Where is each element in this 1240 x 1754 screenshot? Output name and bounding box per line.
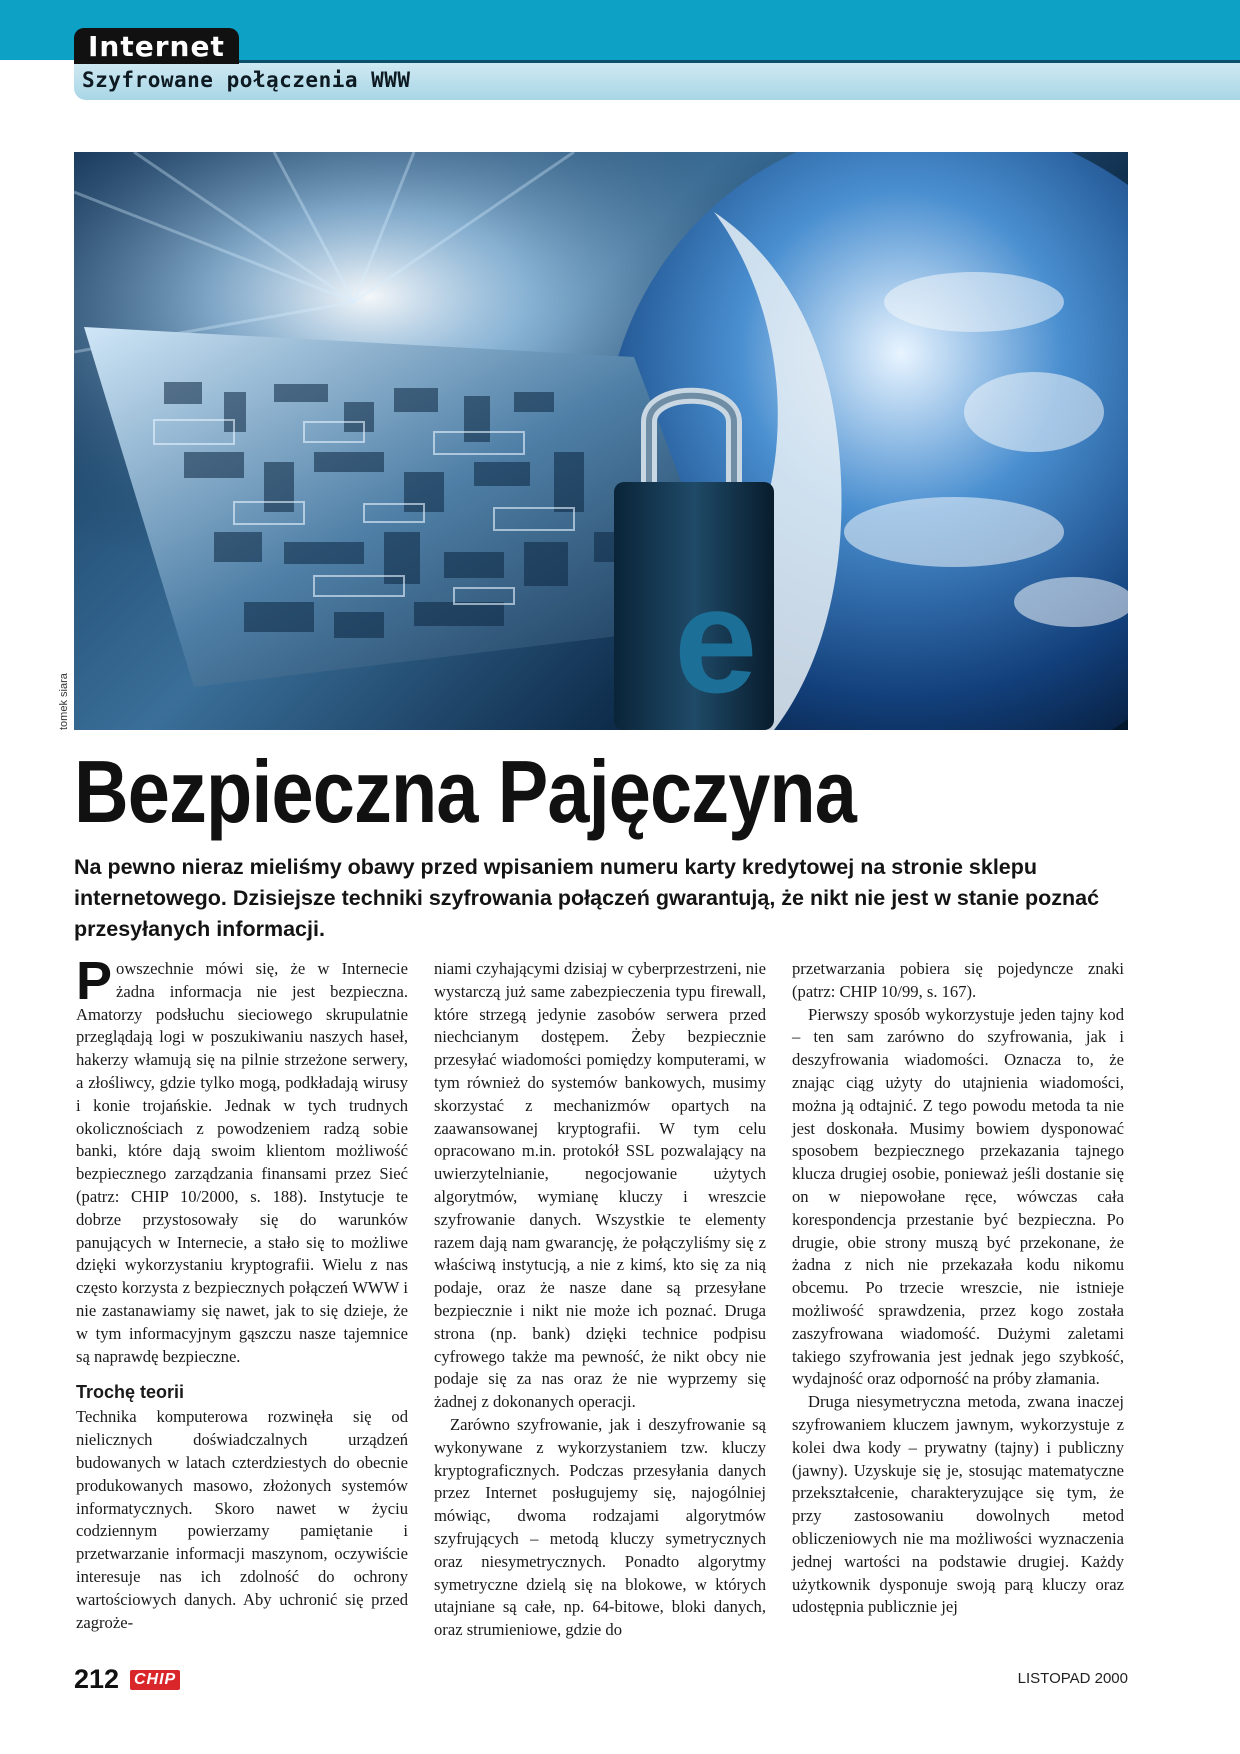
paragraph: przetwarzania pobiera się pojedyncze znaki (patrz: CHIP 10/99, s. 167). bbox=[792, 959, 1124, 1001]
paragraph: Druga niesymetryczna metoda, zwana inaczej szyfrowaniem kluczem jawnym, wykorzystuje z kolei dwa kody – prywatny (tajny) i publiczny (jawny). Uzyskuje się je, stosując matematyczne przekształcenie, charakteryzujące się tym, że przy zastosowaniu dowolnych metod obliczeniowych nie ma możliwości wyznaczenia jednej wartości na podstawie drugiej. Każdy użytkownik dysponuje swoją parą kluczy oraz udostępnia publicznie jej bbox=[792, 1392, 1124, 1617]
column-2 bbox=[434, 958, 766, 1642]
column-1 bbox=[76, 951, 408, 1634]
section-label: Internet bbox=[74, 28, 239, 64]
subsection-label: Szyfrowane połączenia WWW bbox=[82, 68, 411, 92]
paragraph: Technika komputerowa rozwinęła się od nielicznych doświadczalnych urządzeń budowanych w latach czterdziestych do obecnie produkowanych masowo, złożonych systemów informatycznych. Skoro nawet w życiu codziennym powierzamy pamiętanie i przetwarzanie informacji maszynom, oczywiście interesuje nas ich zdolność do ochrony wartościowych danych. Aby uchronić się przed zagroże- bbox=[76, 1407, 408, 1632]
issue-date: LISTOPAD 2000 bbox=[1017, 1670, 1128, 1687]
paragraph: Pierwszy sposób wykorzystuje jeden tajny kod – ten sam zarówno do szyfrowania, jak i deszyfrowania wiadomości. Oznacza to, że znając ciąg użyty do utajnienia wiadomości, można ją odtajnić. Z tego powodu metoda ta nie jest doskonała. Musimy bowiem dysponować sposobem bezpiecznego przekazania tajnego klucza drugiej osobie, ponieważ jeśli dostanie się on w niepowołane ręce, wówczas cała korespondencja przestanie być bezpieczna. Po drugie, obie strony muszą być przekonane, że żadna z nich nie przekazała kodu nikomu obcemu. Po trzecie wreszcie, nie istnieje możliwość sprawdzenia, przez kogo została zaszyfrowana wiadomość. Dużymi zaletami takiego szyfrowania jest jednak jego szybkość, wydajność oraz odporność na próby złamania. bbox=[792, 1004, 1124, 1389]
hero-illustration bbox=[74, 152, 1128, 730]
article-lead: Na pewno nieraz mieliśmy obawy przed wpisaniem numeru karty kredytowej na stronie sklepu internetowego. Dzisiejsze techniki szyfrowania połączeń gwarantują, że nikt nie jest w stanie poznać przesyłanych informacji. bbox=[74, 855, 1100, 941]
paragraph: Powszechnie mówi się, że w Internecie żadna informacja nie jest bezpieczna. Amatorzy podsłuchu sieciowego skrupulatnie przeglądają logi w poszukiwaniu naszych haseł, hakerzy włamują się na pilnie strzeżone serwery, a złośliwcy, gdzie tylko mogą, podkładają wirusy i konie trojańskie. Jednak w tych trudnych okolicznościach z powodzeniem radzą sobie banki, które dają swoim klientom możliwość bezpiecznego zarządzania finansami przez Sieć (patrz: CHIP 10/2000, s. 188). Instytucje te dobrze przystosowały się do warunków panujących w Internecie, a stało się to możliwe dzięki wykorzystaniu kryptografii. Wielu z nas często korzysta z bezpiecznych połączeń WWW i nie zastanawiamy się nawet, jak to się dzieje, że w tym informacyjnym gąszczu nasze tajemnice są naprawdę bezpieczne. bbox=[76, 951, 408, 1366]
dropcap: P bbox=[76, 951, 113, 1011]
page-number: 212 bbox=[74, 1664, 120, 1694]
cyber-globe-lock-image bbox=[74, 152, 1128, 730]
paragraph: Zarówno szyfrowanie, jak i deszyfrowanie są wykonywane z wykorzystaniem tzw. kluczy kryptograficznych. Podczas przesyłania danych przez Internet posługujemy się, najogólniej mówiąc, dwoma rodzajami algorytmów szyfrujących – metodą kluczy symetrycznych oraz niesymetrycznych. Ponadto algorytmy symetryczne dzielą się na blokowe, w których utajniane są całe, np. 64-bitowe, bloki danych, oraz strumieniowe, gdzie do bbox=[434, 1414, 766, 1640]
photo-credit: tomek siara bbox=[58, 673, 70, 730]
column-3 bbox=[792, 958, 1124, 1619]
paragraph: niami czyhającymi dzisiaj w cyberprzestrzeni, nie wystarczą już same zabezpieczenia typu firewall, które strzegą jedynie zasobów serwera przed niechcianym dostępem. Żeby bezpiecznie przesyłać wiadomości pomiędzy komputerami, w tym również do systemów bankowych, musimy skorzystać z mechanizmów opartych na zaawansowanej kryptografii. W tym celu opracowano m.in. protokół SSL pozwalający na uwierzytelnianie, negocjowanie użytych algorytmów, wymianę kluczy i wreszcie szyfrowanie danych. Wszystkie te elementy razem dają nam gwarancję, że połączyliśmy się z właściwą instytucją, a nie z kimś, kto się za nią podaje, oraz że nasze dane są przesyłane bezpiecznie i nikt nie może ich poznać. Druga strona (np. bank) dzięki technice podpisu cyfrowego także ma pewność, że nikt obcy nie podaje się za nas oraz że nie wyprzemy się żadnej z dokonanych operacji. bbox=[434, 959, 766, 1412]
lock-letter: e bbox=[674, 556, 758, 724]
article-title: Bezpieczna Pajęczyna bbox=[74, 742, 857, 841]
chip-logo: CHIP bbox=[130, 1670, 180, 1690]
section-heading: Trochę teorii bbox=[76, 1382, 185, 1403]
